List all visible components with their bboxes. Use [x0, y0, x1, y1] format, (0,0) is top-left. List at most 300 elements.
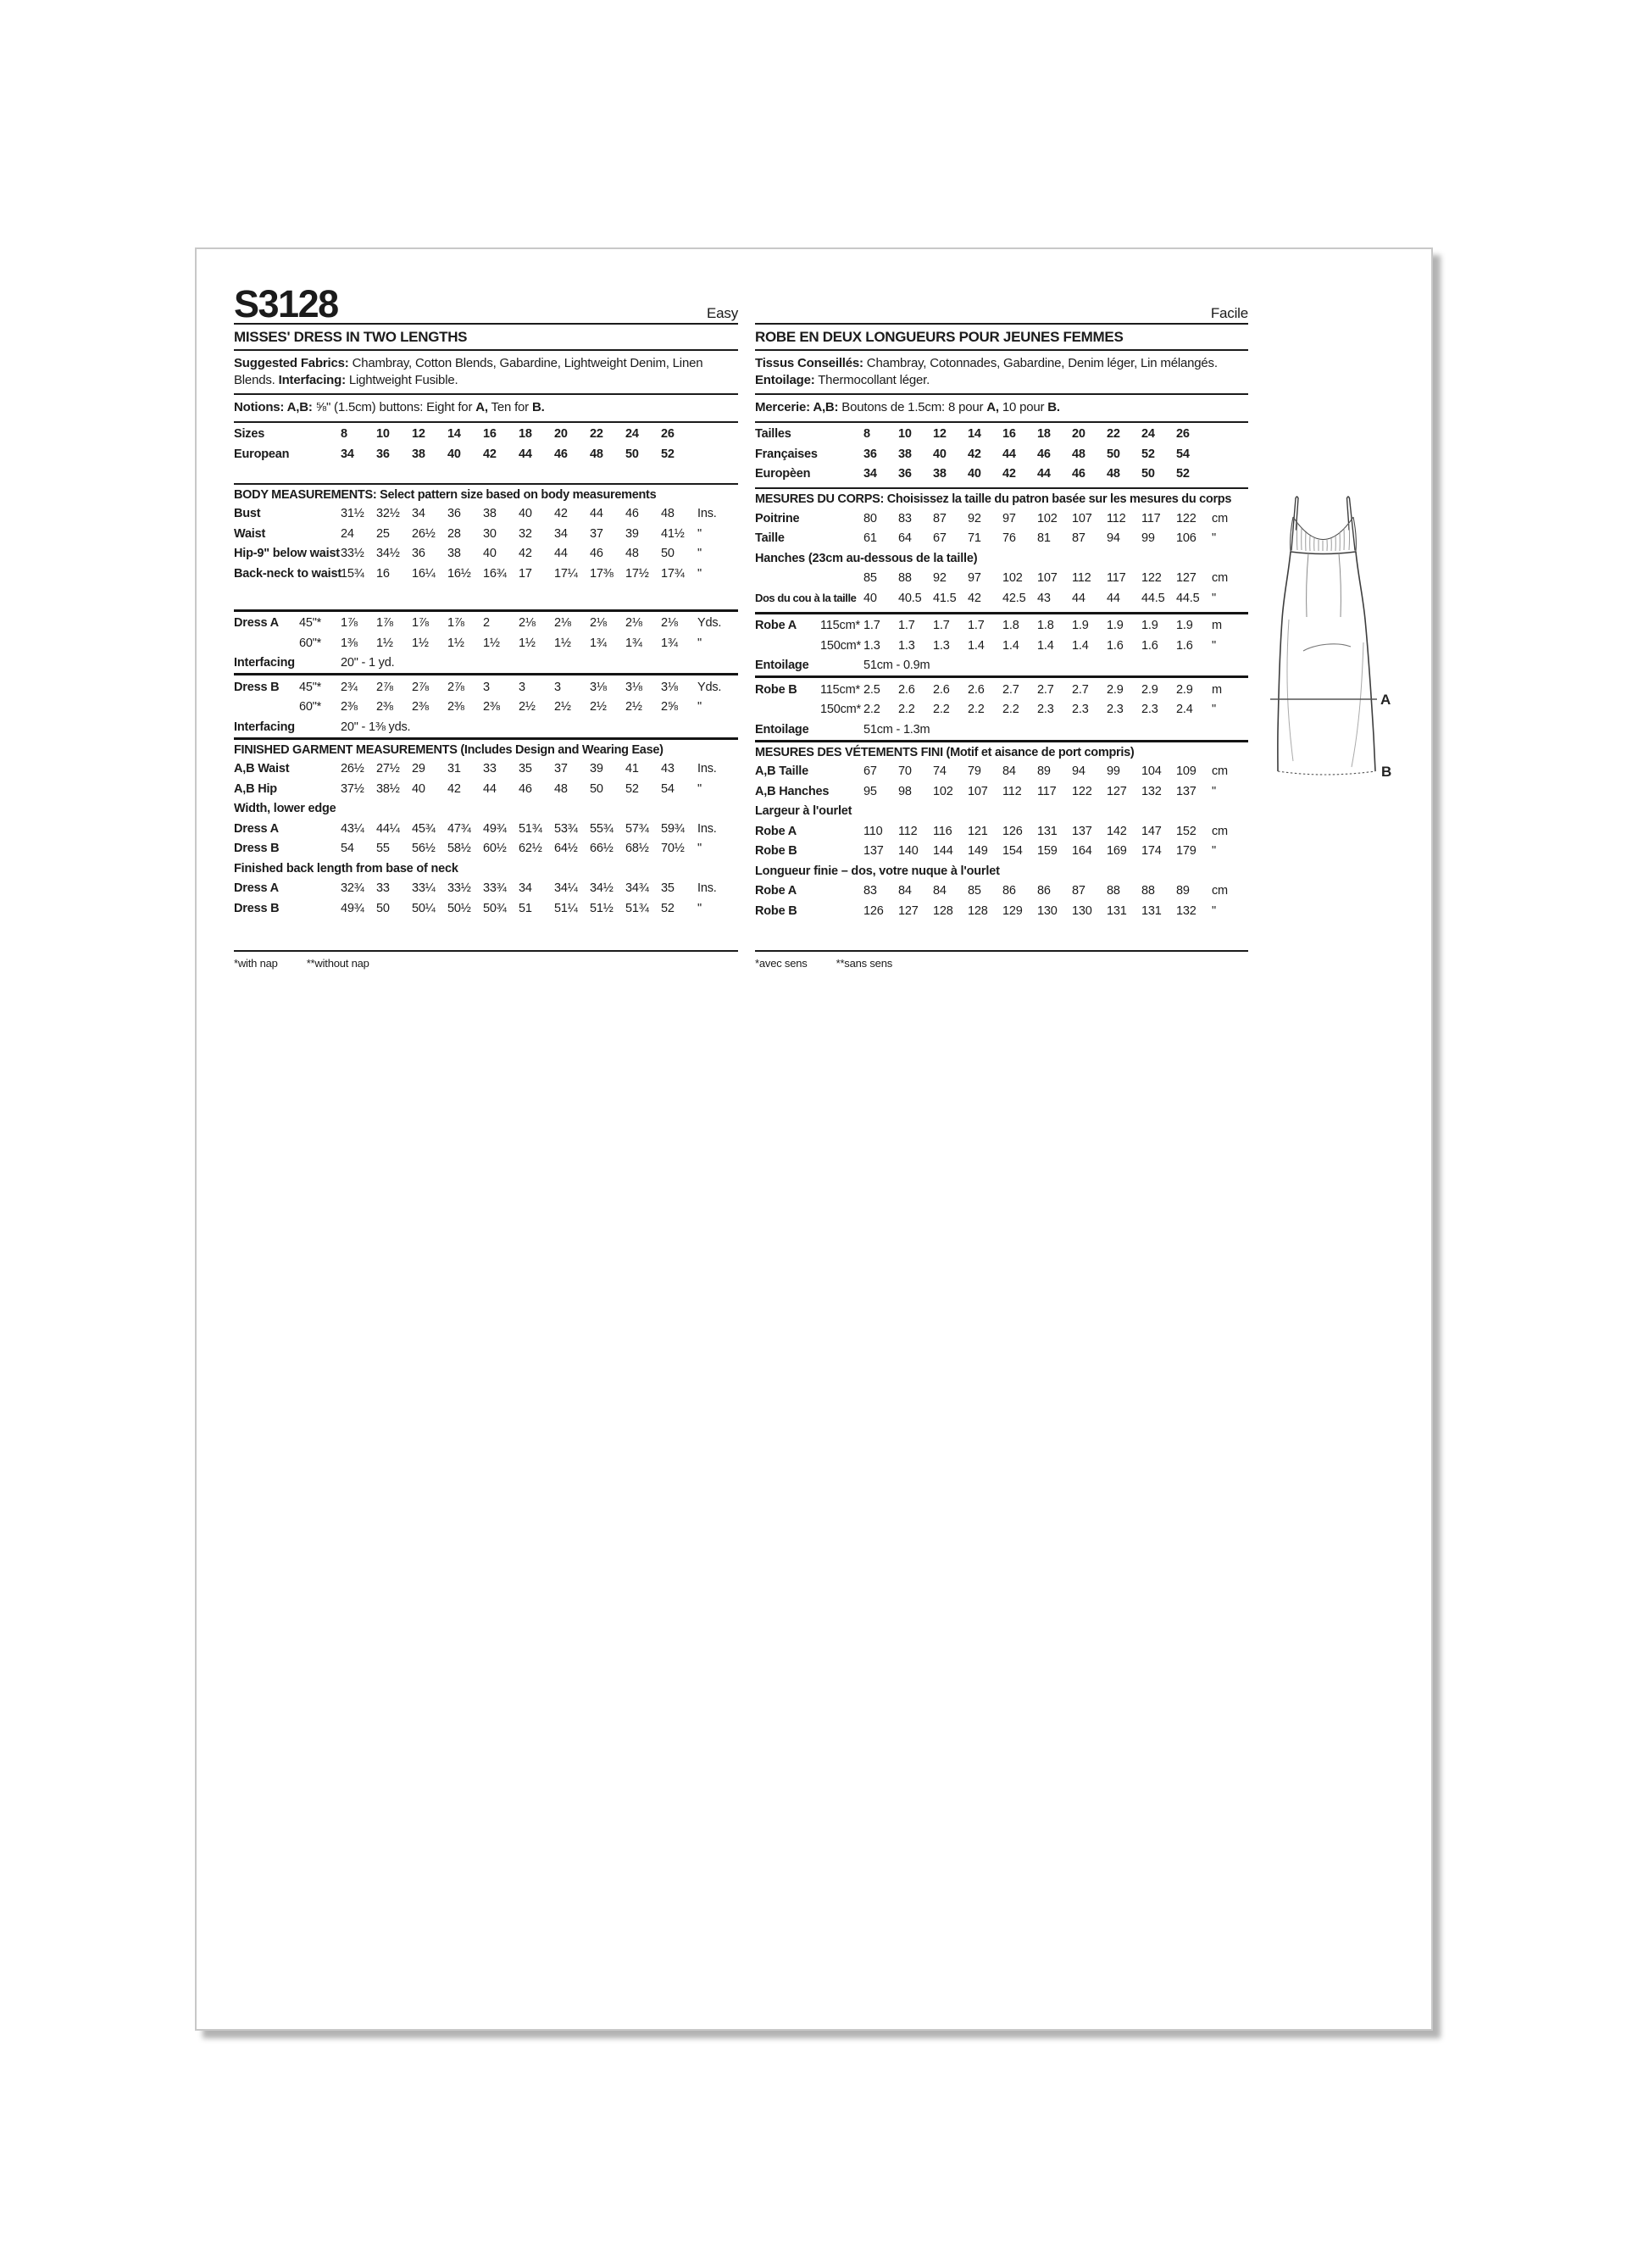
value-cell: 70½	[661, 842, 685, 856]
value-cell: 50	[1141, 467, 1155, 481]
table-row	[755, 720, 1248, 740]
value-cell: 67	[933, 531, 947, 546]
value-cell: 2.7	[1037, 682, 1054, 697]
fabric-width-spec: 45"*	[299, 616, 322, 631]
row-label	[755, 636, 820, 656]
value-cell: 1¾	[661, 636, 678, 650]
row-label: Dos du cou à la taille	[755, 592, 857, 605]
value-cell: 152	[1176, 824, 1196, 838]
length-b-label: B	[1381, 764, 1392, 780]
value-cell: 50	[376, 901, 390, 915]
value-cell: 49¾	[483, 821, 507, 836]
row-label: Interfacing	[234, 656, 295, 670]
value-cell: 43¼	[341, 821, 364, 836]
value-cell: 26½	[341, 762, 364, 776]
unit-cell: cm	[1212, 884, 1228, 898]
value-cell: 2⅜	[376, 700, 393, 714]
unit-cell: "	[1212, 844, 1216, 859]
value-cell: 3⅛	[625, 680, 642, 694]
divider	[234, 737, 738, 740]
value-cell: 97	[1002, 511, 1016, 525]
row-label: A,B Hanches	[755, 784, 830, 798]
value-cell: 1.9	[1107, 619, 1124, 633]
unit-cell: "	[1212, 784, 1216, 798]
row-label: Bust	[234, 507, 261, 521]
value-cell: 51¾	[625, 901, 649, 915]
unit-cell: "	[697, 526, 702, 541]
value-cell: 34	[554, 526, 568, 541]
unit-cell: Ins.	[697, 881, 717, 896]
yardage-body-dress-a	[234, 614, 738, 674]
value-cell: 48	[590, 447, 603, 461]
value-cell: 122	[1141, 571, 1162, 586]
row-label: Waist	[234, 526, 266, 541]
value-cell: 44	[554, 547, 568, 561]
value-cell: 37	[590, 526, 603, 541]
table-row	[755, 509, 1248, 529]
value-cell: 88	[1107, 884, 1120, 898]
value-cell: 34	[863, 467, 877, 481]
mercerie-view-a: A,	[986, 400, 999, 414]
value-cell: 50½	[447, 901, 471, 915]
value-cell: 79	[968, 764, 981, 779]
row-label: A,B Taille	[755, 764, 808, 779]
value-cell: 43	[1037, 591, 1051, 605]
value-cell: 54	[1176, 447, 1190, 461]
value-cell: 1⅞	[341, 616, 358, 631]
value-cell: 42	[483, 447, 497, 461]
value-cell: 1½	[483, 636, 500, 650]
table-row	[234, 898, 738, 919]
row-label: Dress B	[234, 901, 280, 915]
table-row	[755, 616, 1248, 636]
value-cell: 1.6	[1141, 638, 1158, 653]
unit-cell: m	[1212, 619, 1222, 633]
value-cell: 85	[863, 571, 877, 586]
unit-cell: "	[1212, 638, 1216, 653]
value-cell: 127	[1176, 571, 1196, 586]
row-label: Entoilage	[755, 659, 809, 673]
value-cell: 42	[447, 781, 461, 796]
value-cell: 130	[1037, 903, 1058, 918]
finished-measurements-table-en	[234, 759, 738, 919]
value-cell: 2⅜	[412, 700, 429, 714]
row-label: Sizes	[234, 427, 265, 442]
value-cell: 1½	[447, 636, 464, 650]
value-cell: 17⅜	[590, 566, 614, 581]
value-cell: 41.5	[933, 591, 957, 605]
value-cell: 1.8	[1037, 619, 1054, 633]
value-cell: 94	[1072, 764, 1085, 779]
header-row-en	[234, 282, 738, 325]
dress-straps	[1291, 497, 1355, 550]
value-cell: 41½	[661, 526, 685, 541]
value-cell: 112	[1107, 511, 1126, 525]
row-label: Poitrine	[755, 511, 800, 525]
footnote-fr	[755, 950, 1248, 970]
value-cell: 89	[1176, 884, 1190, 898]
value-cell: 87	[1072, 531, 1085, 546]
value-cell: 85	[968, 884, 981, 898]
table-row	[755, 700, 1248, 720]
value-cell: 1.3	[933, 638, 950, 653]
value-cell: 44.5	[1141, 591, 1165, 605]
row-label: Tailles	[755, 427, 791, 442]
value-cell: 52	[661, 447, 675, 461]
value-cell: 22	[1107, 427, 1120, 442]
value-cell: 40	[863, 591, 877, 605]
section-subheader: Finished back length from base of neck	[234, 861, 458, 876]
value-cell: 16	[376, 566, 390, 581]
ruffle-gathers	[1297, 523, 1350, 551]
value-cell: 64	[898, 531, 912, 546]
value-cell: 1½	[554, 636, 571, 650]
value-cell: 41	[625, 762, 639, 776]
row-label: A,B Waist	[234, 762, 290, 776]
value-cell: 16	[483, 427, 497, 442]
value-cell: 70	[898, 764, 912, 779]
row-label: Dress B	[234, 842, 280, 856]
table-row	[755, 425, 1248, 445]
difficulty-label-fr: Facile	[1210, 305, 1248, 321]
size-table-fr	[755, 425, 1248, 485]
value-cell: 137	[1176, 784, 1196, 798]
value-cell: 24	[625, 427, 639, 442]
value-cell: 36	[447, 507, 461, 521]
value-cell: 38	[933, 467, 947, 481]
value-cell: 34¼	[554, 881, 578, 896]
value-cell: 128	[933, 903, 953, 918]
value-cell: 1.4	[1002, 638, 1019, 653]
value-cell: 1¾	[590, 636, 607, 650]
unit-cell: "	[697, 901, 702, 915]
value-cell: 38	[483, 507, 497, 521]
yardage-table-robe-a	[755, 616, 1248, 676]
table-row	[234, 859, 738, 879]
unit-cell	[697, 425, 738, 445]
row-label	[755, 700, 820, 720]
value-cell: 154	[1002, 844, 1023, 859]
fabric-width-spec: 150cm*	[820, 703, 861, 717]
value-cell: 2.2	[968, 703, 985, 717]
row-label: European	[234, 447, 290, 461]
value-cell: 34½	[590, 881, 614, 896]
value-cell: 2⅜	[341, 700, 358, 714]
value-cell: 34¾	[625, 881, 649, 896]
value-cell: 131	[1037, 824, 1058, 838]
value-cell: 2.9	[1107, 682, 1124, 697]
value-cell: 2.3	[1141, 703, 1158, 717]
value-cell: 2	[483, 616, 490, 631]
value-cell: 2.3	[1072, 703, 1089, 717]
value-cell: 126	[863, 903, 884, 918]
value-cell: 2.5	[863, 682, 880, 697]
value-cell: 137	[1072, 824, 1092, 838]
value-cell: 17¼	[554, 566, 578, 581]
footnote-sans-sens: **sans sens	[836, 957, 893, 970]
fabrics-text-fr: Chambray, Cotonnades, Gabardine, Denim léger, Lin mélangés.	[863, 356, 1218, 370]
value-cell: 14	[447, 427, 461, 442]
value-cell: 42	[554, 507, 568, 521]
table-row	[755, 588, 1248, 609]
value-cell: 2.9	[1141, 682, 1158, 697]
value-cell: 131	[1107, 903, 1127, 918]
divider	[755, 740, 1248, 742]
value-cell: 12	[933, 427, 947, 442]
table-row	[755, 529, 1248, 549]
row-label: Robe B	[755, 903, 797, 918]
value-cell: 98	[898, 784, 912, 798]
unit-cell	[1211, 425, 1248, 445]
value-cell: 112	[1002, 784, 1022, 798]
value-cell: 1.7	[933, 619, 950, 633]
divider	[234, 609, 738, 612]
row-label	[755, 569, 863, 589]
value-cell: 38	[898, 447, 912, 461]
value-cell: 17¾	[661, 566, 685, 581]
dress-seam-details	[1287, 553, 1363, 767]
difficulty-label-en: Easy	[707, 305, 738, 321]
value-cell: 76	[1002, 531, 1016, 546]
footnote-avec-sens: *avec sens	[755, 957, 808, 970]
value-cell: 18	[1037, 427, 1051, 442]
value-cell: 102	[1037, 511, 1058, 525]
footnote-without-nap: **without nap	[306, 957, 369, 970]
unit-cell: "	[697, 842, 702, 856]
value-cell: 26½	[412, 526, 436, 541]
value-cell: 117	[1107, 571, 1126, 586]
value-cell: 126	[1002, 824, 1023, 838]
value-cell: 95	[863, 784, 877, 798]
value-cell: 2½	[554, 700, 571, 714]
table-row	[755, 569, 1248, 589]
yardage-body-robe-b	[755, 680, 1248, 740]
mercerie-label: Mercerie: A,B:	[755, 400, 839, 414]
value-cell: 33	[483, 762, 497, 776]
unit-cell: cm	[1212, 824, 1228, 838]
unit-cell: Ins.	[697, 507, 717, 521]
value-cell: 33½	[447, 881, 471, 896]
finished-measurements-table-fr	[755, 762, 1248, 921]
value-cell: 2½	[590, 700, 607, 714]
pattern-envelope-back-page	[195, 247, 1433, 2031]
row-label: Dress A	[234, 881, 279, 896]
finished-measurements-body-fr	[755, 762, 1248, 921]
value-cell: 8	[341, 427, 347, 442]
table-row	[234, 879, 738, 899]
value-cell: 1½	[376, 636, 393, 650]
fabric-width-spec: 60"*	[299, 636, 322, 650]
fabric-width-spec: 150cm*	[820, 638, 861, 653]
value-cell: 2⅝	[661, 700, 678, 714]
value-cell: 52	[1176, 467, 1190, 481]
unit-cell: "	[1212, 903, 1216, 918]
mercerie-text-1: Boutons de 1.5cm: 8 pour	[838, 400, 987, 414]
table-row	[755, 464, 1248, 485]
value-cell: 48	[554, 781, 568, 796]
value-cell: 42.5	[1002, 591, 1026, 605]
value-cell: 10	[376, 427, 390, 442]
value-cell: 86	[1002, 884, 1016, 898]
value-cell: 35	[661, 881, 675, 896]
value-cell: 1.6	[1176, 638, 1193, 653]
value-cell: 88	[1141, 884, 1155, 898]
value-cell: 107	[1037, 571, 1058, 586]
value-cell: 2.6	[968, 682, 985, 697]
value-cell: 1.4	[968, 638, 985, 653]
value-cell: 32	[519, 526, 532, 541]
value-cell: 46	[519, 781, 532, 796]
dress-outline	[1278, 552, 1375, 771]
value-cell: 44	[1037, 467, 1051, 481]
unit-cell: Ins.	[697, 821, 717, 836]
value-cell: 46	[1072, 467, 1085, 481]
fabric-width-spec: 115cm*	[820, 682, 860, 697]
value-cell: 142	[1107, 824, 1127, 838]
value-cell: 92	[968, 511, 981, 525]
value-cell: 2⅛	[519, 616, 536, 631]
value-cell: 58½	[447, 842, 471, 856]
mercerie-paragraph-fr	[755, 395, 1248, 423]
value-cell: 117	[1141, 511, 1161, 525]
value-cell: 14	[968, 427, 981, 442]
notions-view-a: A,	[475, 400, 488, 414]
table-row	[755, 444, 1248, 464]
value-cell: 38½	[376, 781, 400, 796]
value-cell: 2.3	[1107, 703, 1124, 717]
size-table-en	[234, 425, 738, 464]
value-cell: 34	[519, 881, 532, 896]
table-row	[234, 633, 738, 653]
value-cell: 109	[1176, 764, 1196, 779]
yardage-body-robe-a	[755, 616, 1248, 676]
value-cell: 84	[1002, 764, 1016, 779]
value-cell: 2.7	[1002, 682, 1019, 697]
value-cell: 51¾	[519, 821, 542, 836]
value-cell: 1⅞	[412, 616, 429, 631]
row-label: Entoilage	[755, 722, 809, 737]
value-cell: 46	[554, 447, 568, 461]
value-cell: 2⅞	[412, 680, 429, 694]
value-cell: 33	[376, 881, 390, 896]
body-measurements-body-en	[234, 504, 738, 584]
value-cell: 1⅞	[447, 616, 464, 631]
value-cell: 1.4	[1072, 638, 1089, 653]
fabrics-label-fr: Tissus Conseillés:	[755, 356, 863, 370]
value-cell: 169	[1107, 844, 1127, 859]
value-cell: 50¼	[412, 901, 436, 915]
row-value-text: 20" - 1 yd.	[341, 656, 395, 670]
value-cell: 2.2	[898, 703, 915, 717]
value-cell: 49¾	[341, 901, 364, 915]
value-cell: 44	[1072, 591, 1085, 605]
value-cell: 3⅛	[661, 680, 678, 694]
row-value-text: 51cm - 0.9m	[863, 659, 930, 673]
unit-cell: cm	[1212, 511, 1228, 525]
value-cell: 122	[1072, 784, 1092, 798]
value-cell: 2.9	[1176, 682, 1193, 697]
value-cell: 34	[412, 507, 425, 521]
value-cell: 55	[376, 842, 390, 856]
value-cell: 54	[341, 842, 354, 856]
notions-label: Notions: A,B:	[234, 400, 313, 414]
value-cell: 84	[898, 884, 912, 898]
value-cell: 174	[1141, 844, 1162, 859]
value-cell: 17½	[625, 566, 649, 581]
unit-cell: Yds.	[697, 616, 722, 631]
value-cell: 48	[661, 507, 675, 521]
value-cell: 2.7	[1072, 682, 1089, 697]
value-cell: 144	[933, 844, 953, 859]
value-cell: 137	[863, 844, 884, 859]
row-label: Robe A	[755, 619, 797, 633]
notions-paragraph-en	[234, 395, 738, 423]
value-cell: 31	[447, 762, 461, 776]
table-row	[234, 698, 738, 718]
row-label: Taille	[755, 531, 785, 546]
table-row	[234, 759, 738, 780]
yardage-table-dress-a	[234, 614, 738, 674]
value-cell: 26	[1176, 427, 1190, 442]
value-cell: 60½	[483, 842, 507, 856]
table-row	[755, 802, 1248, 822]
value-cell: 47¾	[447, 821, 471, 836]
value-cell: 104	[1141, 764, 1162, 779]
row-label: Robe A	[755, 824, 797, 838]
value-cell: 40	[483, 547, 497, 561]
table-row	[234, 677, 738, 698]
table-row	[234, 524, 738, 544]
value-cell: 33¼	[412, 881, 436, 896]
table-row	[234, 839, 738, 859]
body-measurements-table-en	[234, 504, 738, 584]
value-cell: 132	[1141, 784, 1162, 798]
notions-text-2: Ten for	[487, 400, 532, 414]
divider	[755, 612, 1248, 614]
value-cell: 84	[933, 884, 947, 898]
value-cell: 2.3	[1037, 703, 1054, 717]
unit-cell: "	[697, 566, 702, 581]
value-cell: 130	[1072, 903, 1092, 918]
value-cell: 107	[1072, 511, 1092, 525]
value-cell: 117	[1037, 784, 1057, 798]
value-cell: 51	[519, 901, 532, 915]
value-cell: 3	[554, 680, 561, 694]
unit-cell: "	[697, 636, 702, 650]
table-row	[234, 614, 738, 634]
section-subheader: Longueur finie – dos, votre nuque à l'ourlet	[755, 864, 1000, 878]
table-row	[234, 564, 738, 584]
mercerie-view-b: B.	[1047, 400, 1060, 414]
body-measurements-table-fr	[755, 509, 1248, 609]
value-cell: 18	[519, 427, 532, 442]
value-cell: 16¼	[412, 566, 436, 581]
row-label: Hip-9" below waist	[234, 547, 340, 561]
value-cell: 55¾	[590, 821, 614, 836]
value-cell: 56½	[412, 842, 436, 856]
value-cell: 52	[661, 901, 675, 915]
value-cell: 20	[1072, 427, 1085, 442]
unit-cell	[1211, 464, 1248, 485]
value-cell: 46	[590, 547, 603, 561]
value-cell: 1.3	[898, 638, 915, 653]
finished-measurements-header-en: FINISHED GARMENT MEASUREMENTS (Includes Design and Wearing Ease)	[234, 742, 663, 757]
value-cell: 132	[1176, 903, 1196, 918]
value-cell: 64½	[554, 842, 578, 856]
value-cell: 1.9	[1072, 619, 1089, 633]
value-cell: 50	[625, 447, 639, 461]
value-cell: 97	[968, 571, 981, 586]
